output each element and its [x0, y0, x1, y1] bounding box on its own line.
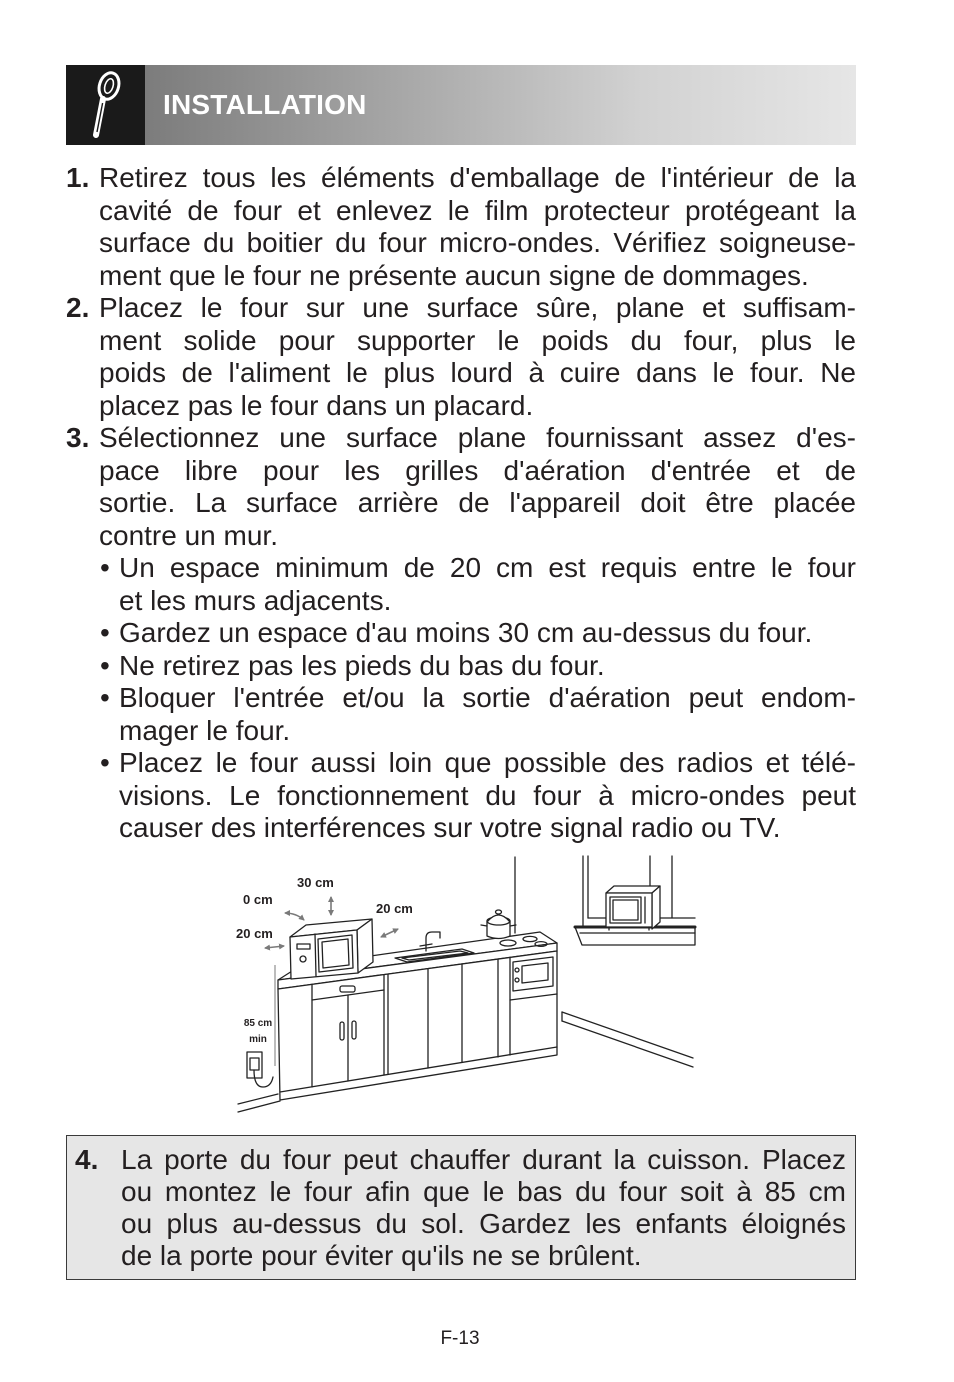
step-number: 2. — [66, 292, 90, 323]
top-clearance-label: 30 cm — [297, 875, 334, 890]
bullet-text-line: • Bloquer l'entrée et/ou la sortie d'aération peut endom- — [119, 682, 856, 713]
note-box — [66, 1135, 856, 1280]
windowsill-microwave — [606, 886, 660, 930]
left-clearance-label: 20 cm — [236, 926, 273, 941]
bullet-text-line: visions. Le fonctionnement du four à micro-ondes peut — [119, 779, 856, 811]
microwave-oven — [290, 919, 373, 979]
bullet-text-line: • Un espace minimum de 20 cm est requis entre le four — [119, 552, 856, 583]
back-clearance-label: 0 cm — [243, 892, 273, 907]
kitchen-illustration — [230, 850, 700, 1120]
bullet-text-line: • Ne retirez pas les pieds du bas du four. — [119, 649, 605, 681]
bullet-item — [99, 552, 856, 617]
cooking-pot — [481, 910, 516, 939]
step-text-line: Sélectionnez une surface plane fournissant assez d'es- — [99, 422, 856, 453]
bullet-item — [99, 747, 856, 845]
page-number: F-13 — [440, 1328, 480, 1349]
step-number: 1. — [66, 162, 90, 193]
bullet-text-line: • Gardez un espace d'au moins 30 cm au-dessus du four. — [119, 617, 813, 648]
step-number: 3. — [66, 422, 90, 453]
step-number: 4. — [75, 1144, 99, 1175]
step-text-line: ment solide pour supporter le poids du four, plus le — [99, 324, 856, 356]
bullet-item — [99, 650, 856, 683]
note-text-line: ou plus au-dessus du sol. Gardez les enfants éloignés — [121, 1208, 846, 1239]
step-text-line: pace libre pour les grilles d'aération d'entrée et de — [99, 454, 856, 486]
step-3 — [66, 422, 856, 845]
step-1 — [66, 162, 856, 292]
section-header — [66, 65, 856, 145]
header-bar — [145, 65, 856, 145]
section-title: INSTALLATION — [163, 89, 367, 120]
bullet-text-line: et les murs adjacents. — [119, 584, 392, 616]
bullet-text-line: • Placez le four aussi loin que possible des radios et télé- — [119, 747, 856, 778]
bullet-text-line: causer des interférences sur votre signal radio ou TV. — [119, 812, 781, 843]
step-text-line: placez pas le four dans un placard. — [99, 389, 534, 421]
step-text-line: ment que le four ne présente aucun signe de dommages. — [99, 259, 809, 291]
bullet-item — [99, 617, 856, 650]
step-text-line: contre un mur. — [99, 519, 278, 551]
bullet-item — [99, 682, 856, 747]
step-text-line: surface du boitier du four micro-ondes. Vérifiez soigneuse- — [99, 227, 856, 258]
windowsill — [575, 927, 695, 945]
step-text-line: cavité de four et enlevez le film protecteur protégeant la — [99, 194, 856, 226]
installation-steps — [66, 162, 856, 845]
step-2 — [66, 292, 856, 422]
height-label: 85 cm — [243, 1018, 273, 1029]
step-text-line: Placez le four sur une surface sûre, plane et suffisam- — [99, 292, 856, 323]
note-text-line: La porte du four peut chauffer durant la cuisson. Placez — [121, 1144, 846, 1175]
step-text-line: sortie. La surface arrière de l'appareil doit être placée — [99, 487, 856, 518]
installation-icon — [66, 65, 145, 145]
right-clearance-label: 20 cm — [376, 901, 413, 916]
step-text-line: Retirez tous les éléments d'emballage de l'intérieur de la — [99, 162, 856, 193]
right-clearance-arrow — [381, 929, 398, 937]
note-text-line: ou montez le four afin que le bas du four soit à 85 cm — [121, 1176, 846, 1207]
step-text-line: poids de l'aliment le plus lourd à cuire dans le four. Ne — [99, 357, 856, 388]
bullet-text-line: mager le four. — [119, 714, 291, 746]
left-clearance-arrow — [265, 946, 284, 948]
height-qualifier-label: min — [249, 1034, 267, 1045]
note-text-line: de la porte pour éviter qu'ils ne se brûlent. — [121, 1240, 642, 1271]
wall-outlet — [247, 1052, 273, 1087]
back-clearance-arrow — [285, 913, 304, 920]
